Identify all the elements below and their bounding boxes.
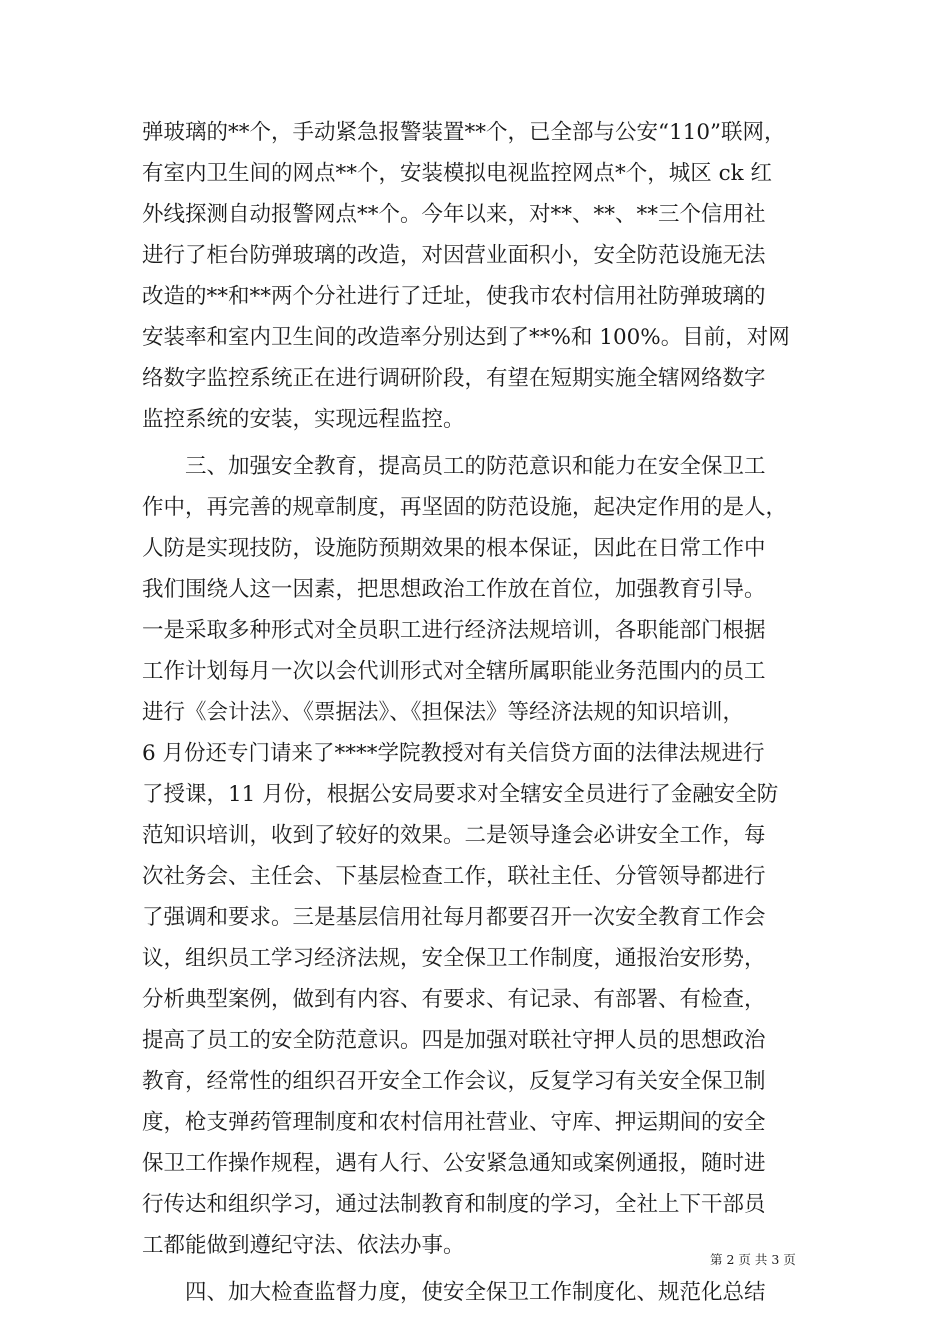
page-number: 第 2 页 共 3 页 — [710, 1252, 796, 1267]
text-line: 工作计划每月一次以会代训形式对全辖所属职能业务范围内的员工 — [142, 659, 766, 684]
text-line: 范知识培训，收到了较好的效果。二是领导逢会必讲安全工作，每 — [142, 823, 766, 848]
text-line: 工都能做到遵纪守法、依法办事。 — [142, 1233, 465, 1258]
text-line: 弹玻璃的**个，手动紧急报警装置**个，已全部与公安“110”联网， — [142, 120, 786, 145]
text-line: 6 月份还专门请来了****学院教授对有关信贷方面的法律法规进行 — [142, 741, 765, 766]
text-line: 保卫工作操作规程，遇有人行、公安紧急通知或案例通报，随时进 — [142, 1151, 766, 1176]
text-line: 分析典型案例，做到有内容、有要求、有记录、有部署、有检查， — [142, 987, 766, 1012]
text-line: 了强调和要求。三是基层信用社每月都要召开一次安全教育工作会 — [142, 905, 766, 930]
text-line: 安装率和室内卫生间的改造率分别达到了**%和 100%。目前，对网 — [142, 325, 790, 350]
text-line: 进行了柜台防弹玻璃的改造，对因营业面积小，安全防范设施无法 — [142, 243, 766, 268]
text-line: 行传达和组织学习，通过法制教育和制度的学习，全社上下干部员 — [142, 1192, 766, 1217]
text-line: 三、加强安全教育，提高员工的防范意识和能力在安全保卫工 — [185, 454, 766, 479]
text-line: 议，组织员工学习经济法规，安全保卫工作制度，通报治安形势， — [142, 946, 766, 971]
text-line: 一是采取多种形式对全员职工进行经济法规培训，各职能部门根据 — [142, 618, 766, 643]
text-line: 人防是实现技防，设施防预期效果的根本保证，因此在日常工作中 — [142, 536, 766, 561]
text-line: 了授课，11 月份，根据公安局要求对全辖安全员进行了金融安全防 — [142, 782, 779, 807]
text-line: 教育，经常性的组织召开安全工作会议，反复学习有关安全保卫制 — [142, 1069, 766, 1094]
text-line: 度，枪支弹药管理制度和农村信用社营业、守库、押运期间的安全 — [142, 1110, 766, 1135]
text-line: 次社务会、主任会、下基层检查工作，联社主任、分管领导都进行 — [142, 864, 766, 889]
text-line: 监控系统的安装，实现远程监控。 — [142, 407, 465, 432]
text-line: 有室内卫生间的网点**个，安装模拟电视监控网点*个，城区 ck 红 — [142, 161, 772, 186]
text-line: 四、加大检查监督力度，使安全保卫工作制度化、规范化总结 — [185, 1280, 766, 1305]
text-line: 络数字监控系统正在进行调研阶段，有望在短期实施全辖网络数字 — [142, 366, 766, 391]
text-line: 作中，再完善的规章制度，再坚固的防范设施，起决定作用的是人， — [142, 495, 788, 520]
text-line: 提高了员工的安全防范意识。四是加强对联社守押人员的思想政治 — [142, 1028, 766, 1053]
text-line: 改造的**和**两个分社进行了迁址，使我市农村信用社防弹玻璃的 — [142, 284, 766, 309]
text-line: 我们围绕人这一因素，把思想政治工作放在首位，加强教育引导。 — [142, 577, 766, 602]
text-line: 进行《会计法》、《票据法》、《担保法》等经济法规的知识培训， — [142, 700, 745, 725]
text-line: 外线探测自动报警网点**个。今年以来，对**、**、**三个信用社 — [142, 202, 766, 227]
document-body — [142, 112, 832, 1313]
